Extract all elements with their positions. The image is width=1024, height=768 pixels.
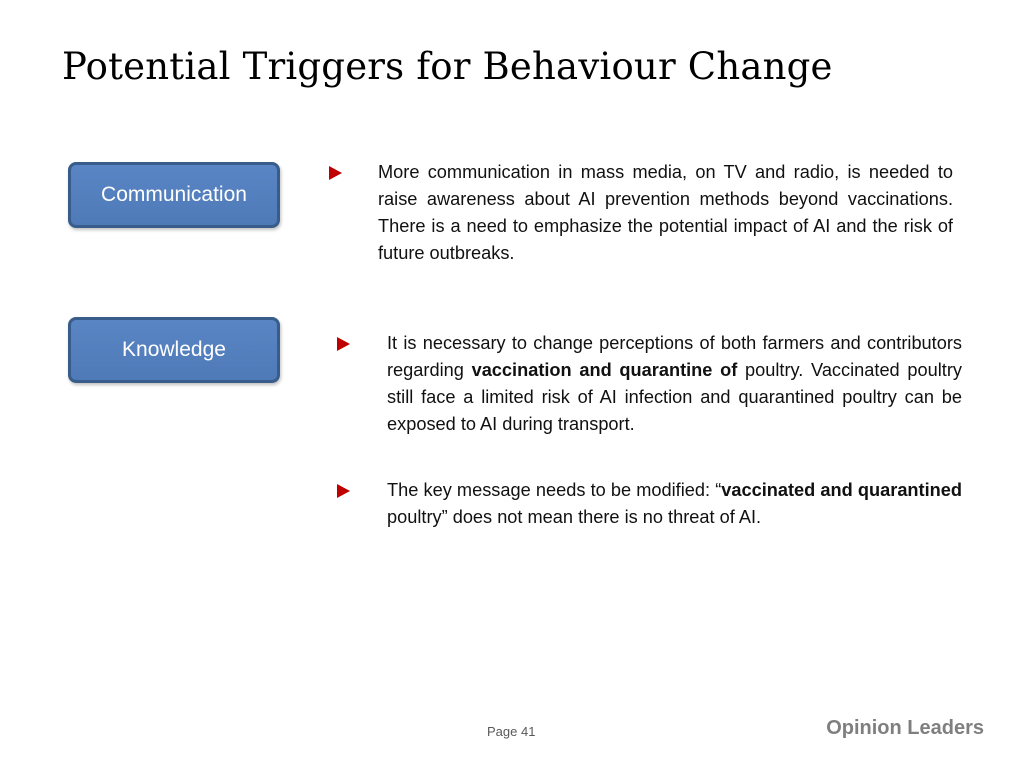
right-triangle-icon [337, 484, 350, 498]
communication-label-box [68, 162, 280, 228]
knowledge-label: Knowledge [122, 338, 226, 361]
communication-bullet-text: More communication in mass media, on TV and radio, is needed to raise awareness about AI prevention methods beyond vaccinations. There is a need to emphasize the potential impact of AI and the risk of future outbreaks. [378, 162, 953, 263]
right-triangle-icon [329, 166, 342, 180]
knowledge-bullet-1-text [387, 330, 962, 438]
right-triangle-icon [337, 337, 350, 351]
knowledge-label-box [68, 317, 280, 383]
page-number: Page 41 [487, 724, 536, 739]
bullet-text-run: It is necessary to change perceptions of both farmers and contributors regarding [387, 333, 962, 380]
bullet-bold-run: vaccination and quarantine of [471, 360, 738, 380]
slide-title: Potential Triggers for Behaviour Change [62, 45, 833, 88]
footer-brand: Opinion Leaders [826, 717, 984, 739]
bullet-text-run: The key message needs to be modified: “ [387, 480, 722, 500]
communication-label: Communication [101, 183, 247, 206]
communication-bullet [329, 159, 953, 267]
bullet-text-run: poultry. Vaccinated poultry still face a limited risk of AI infection and quarantined poultry can be exposed to AI during transport. [387, 360, 962, 434]
bullet-bold-run: vaccinated and quarantined [721, 480, 962, 500]
knowledge-bullet-2-text [387, 477, 962, 531]
knowledge-bullet-1 [337, 330, 962, 438]
bullet-text-run: poultry” does not mean there is no threat of AI. [387, 507, 762, 527]
knowledge-bullet-2 [337, 477, 962, 531]
